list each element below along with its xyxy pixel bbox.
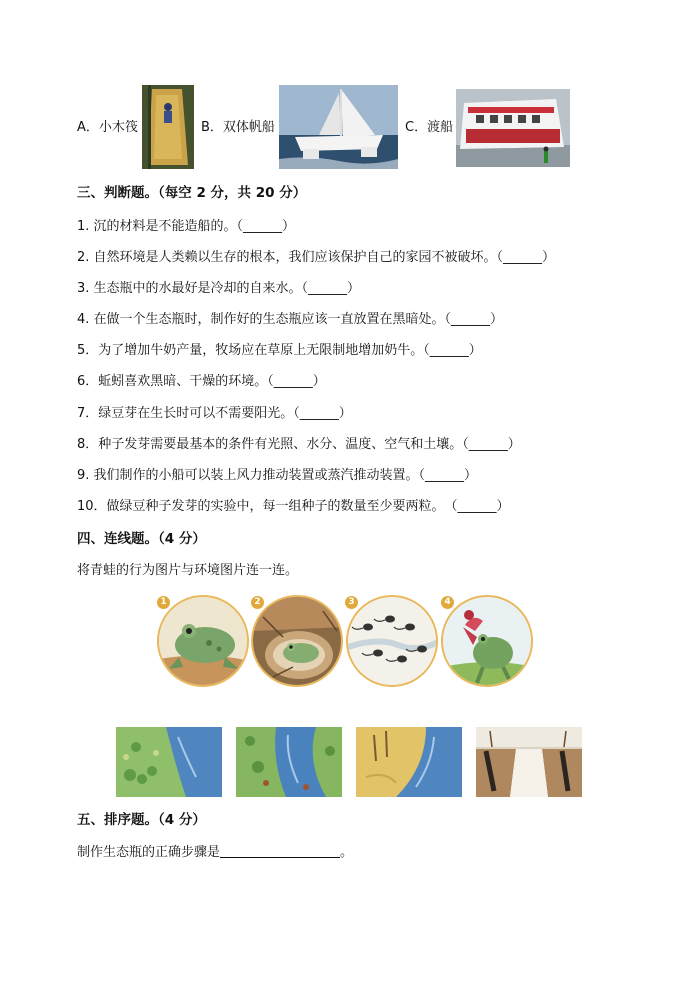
section-4-instruction: 将青蛙的行为图片与环境图片连一连。 [77,563,299,578]
judge-item-4: 4. 在做一个生态瓶时，制作好的生态瓶应该一直放置在黑暗处。（______） [77,312,504,327]
section-5-prompt: 制作生态瓶的正确步骤是 [77,845,221,860]
badge-4: 4 [441,596,454,609]
environment-scene-3[interactable] [356,727,462,797]
judge-item-6: 6．蚯蚓喜欢黑暗、干燥的环境。（______） [77,374,326,389]
small-raft-photo-icon [142,85,194,169]
judge-item-9: 9. 我们制作的小船可以装上风力推动装置或蒸汽推动装置。（______） [77,468,478,483]
environment-scene-1[interactable] [116,727,222,797]
judge-item-5: 5．为了增加牛奶产量，牧场应在草原上无限制地增加奶牛。（______） [77,343,482,358]
judge-item-7: 7．绿豆芽在生长时可以不需要阳光。（______） [77,406,352,421]
judge-item-3: 3. 生态瓶中的水最好是冷却的自来水。（______） [77,281,361,296]
environment-scene-4[interactable] [476,727,582,797]
frog-behavior-4[interactable] [441,595,533,687]
section-5-suffix: 。 [340,845,354,860]
section-5-title: 五、排序题。（4 分） [77,812,206,828]
judge-item-1: 1. 沉的材料是不能造船的。（______） [77,219,296,234]
catamaran-photo-icon [279,85,398,169]
ferry-photo-icon [456,89,570,167]
environment-scene-2[interactable] [236,727,342,797]
badge-3: 3 [345,596,358,609]
section-5-prompt-line [77,844,353,862]
badge-1: 1 [157,596,170,609]
section-4-title: 四、连线题。（4 分） [77,531,206,547]
answer-blank[interactable] [220,844,340,858]
badge-2: 2 [251,596,264,609]
judge-item-10: 10．做绿豆种子发芽的实验中，每一组种子的数量至少要两粒。 （______） [77,499,510,514]
section-3-title: 三、判断题。（每空 2 分，共 20 分） [77,185,307,201]
judge-item-8: 8．种子发芽需要最基本的条件有光照、水分、温度、空气和土壤。（______） [77,437,521,452]
judge-item-2: 2. 自然环境是人类赖以生存的根本，我们应该保护自己的家园不被破坏。（______） [77,250,556,265]
option-b-label: B．双体帆船 [201,120,275,135]
option-c-label: C．渡船 [405,120,454,135]
option-a-label: A．小木筏 [77,120,138,135]
frog-behavior-3[interactable] [346,595,438,687]
frog-behavior-2[interactable] [251,595,343,687]
frog-behavior-1[interactable] [157,595,249,687]
